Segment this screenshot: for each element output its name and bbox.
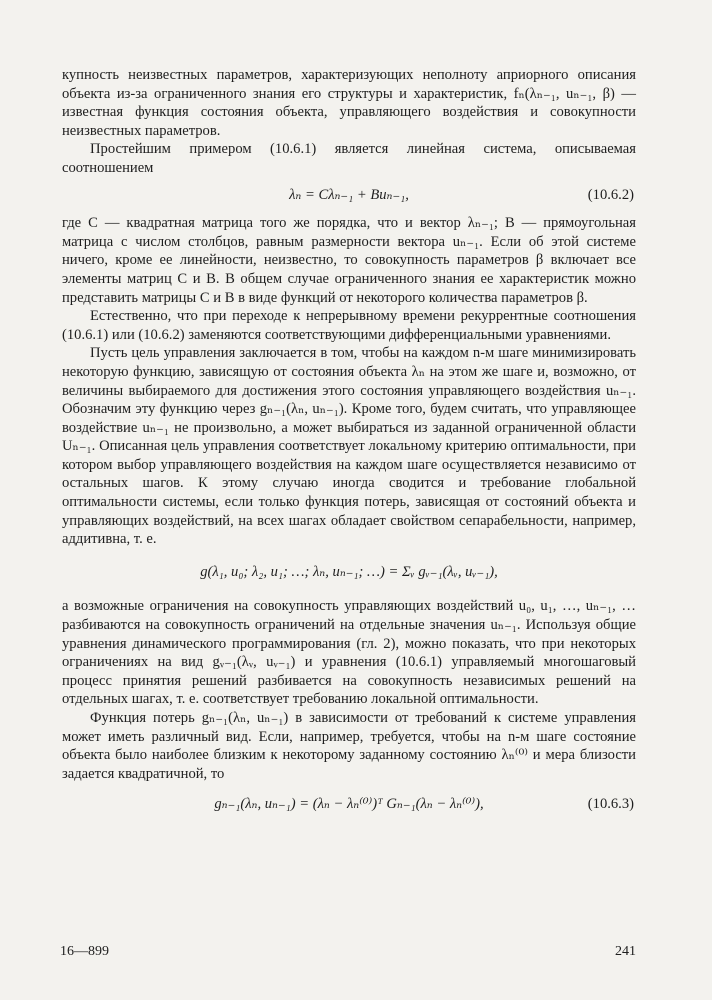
formula-10-6-2-body: λₙ = Cλₙ₋₁ + Buₙ₋₁, bbox=[289, 186, 409, 203]
formula-additive-loss bbox=[62, 563, 636, 582]
paragraph-3: где C — квадратная матрица того же порядка, что и вектор λₙ₋₁; B — прямоугольная матрица с числом столбцов, равным размерности вектора uₙ₋₁. Если об этой системе ничего, кроме ее линейности, неизвестно, то совокупность параметров β включает все элементы матриц C и B. В общем случае ограниченного знания ее характеристик можно представить матрицы C и B в виде функций от некоторого количества параметров β. bbox=[62, 215, 636, 306]
printer-signature: 16—899 bbox=[60, 944, 109, 959]
equation-number-10-6-3: (10.6.3) bbox=[587, 796, 634, 813]
formula-10-6-2 bbox=[62, 186, 636, 205]
page-number: 241 bbox=[615, 944, 636, 959]
paragraph-1: купность неизвестных параметров, характеризующих неполноту априорного описания объекта из-за ограниченного знания его структуры и характеристик, fₙ(λₙ₋₁, uₙ₋₁, β) — известная функция состояния объекта, управляющего воздействия и совокупности неизвестных параметров. bbox=[62, 67, 636, 139]
paragraph-4: Естественно, что при переходе к непрерывному времени рекуррентные соотношения (10.6.1) или (10.6.2) заменяются соответствующими дифференциальными уравнениями. bbox=[62, 308, 636, 343]
paragraph-5: Пусть цель управления заключается в том, чтобы на каждом n-м шаге минимизировать некоторую функцию, зависящую от состояния объекта λₙ на этом же шаге и, возможно, от величины выбираемого для достижения этого состояния управляющего воздействия uₙ₋₁. Обозначим эту функцию через gₙ₋₁(λₙ, uₙ₋₁). Кроме того, будем считать, что управляющее воздействие uₙ₋₁ не произвольно, а может выбираться из заданной ограниченной области Uₙ₋₁. Описанная цель управления соответствует локальному критерию оптимальности, при котором выбор управляющего воздействия на каждом шаге осуществляется независимо от остальных шагов. К этому случаю иногда сводится и требование глобальной оптимальности системы, если только функция потерь, зависящая от состояний объекта и управляющих воздействий, на всех шагах обладает свойством сепарабельности, например, аддитивна, т. е. bbox=[62, 345, 636, 548]
formula-10-6-3-body: gₙ₋₁(λₙ, uₙ₋₁) = (λₙ − λₙ⁽⁰⁾)ᵀ Gₙ₋₁(λₙ − λₙ⁽⁰⁾), bbox=[214, 796, 484, 813]
formula-10-6-3 bbox=[62, 795, 636, 814]
equation-number-10-6-2: (10.6.2) bbox=[587, 186, 634, 203]
paragraph-6: а возможные ограничения на совокупность управляющих воздействий u₀, u₁, …, uₙ₋₁, … разбиваются на совокупность ограничений на отдельные значения uₙ₋₁. Используя общие уравнения динамического программирования (гл. 2), можно показать, что при некоторых ограничениях на вид gᵥ₋₁(λᵥ, uᵥ₋₁) и уравнения (10.6.1) управляемый многошаговый процесс принятия решений разбивается на совокупность независимых решений на отдельных шагах, т. е. соответствует требованию локальной оптимальности. bbox=[62, 598, 636, 708]
paragraph-7: Функция потерь gₙ₋₁(λₙ, uₙ₋₁) в зависимости от требований к системе управления может иметь различный вид. Если, например, требуется, чтобы на n-м шаге состояние объекта было наиболее близким к некоторому заданному состоянию λₙ⁽⁰⁾ и мера близости задается квадратичной, то bbox=[62, 710, 636, 782]
paragraph-2: Простейшим примером (10.6.1) является линейная система, описываемая соотношением bbox=[62, 141, 636, 176]
formula-additive-loss-body: g(λ₁, u₀; λ₂, u₁; …; λₙ, uₙ₋₁; …) = Σᵥ gᵥ₋₁(λᵥ, uᵥ₋₁), bbox=[200, 563, 498, 580]
body-text bbox=[62, 66, 636, 826]
